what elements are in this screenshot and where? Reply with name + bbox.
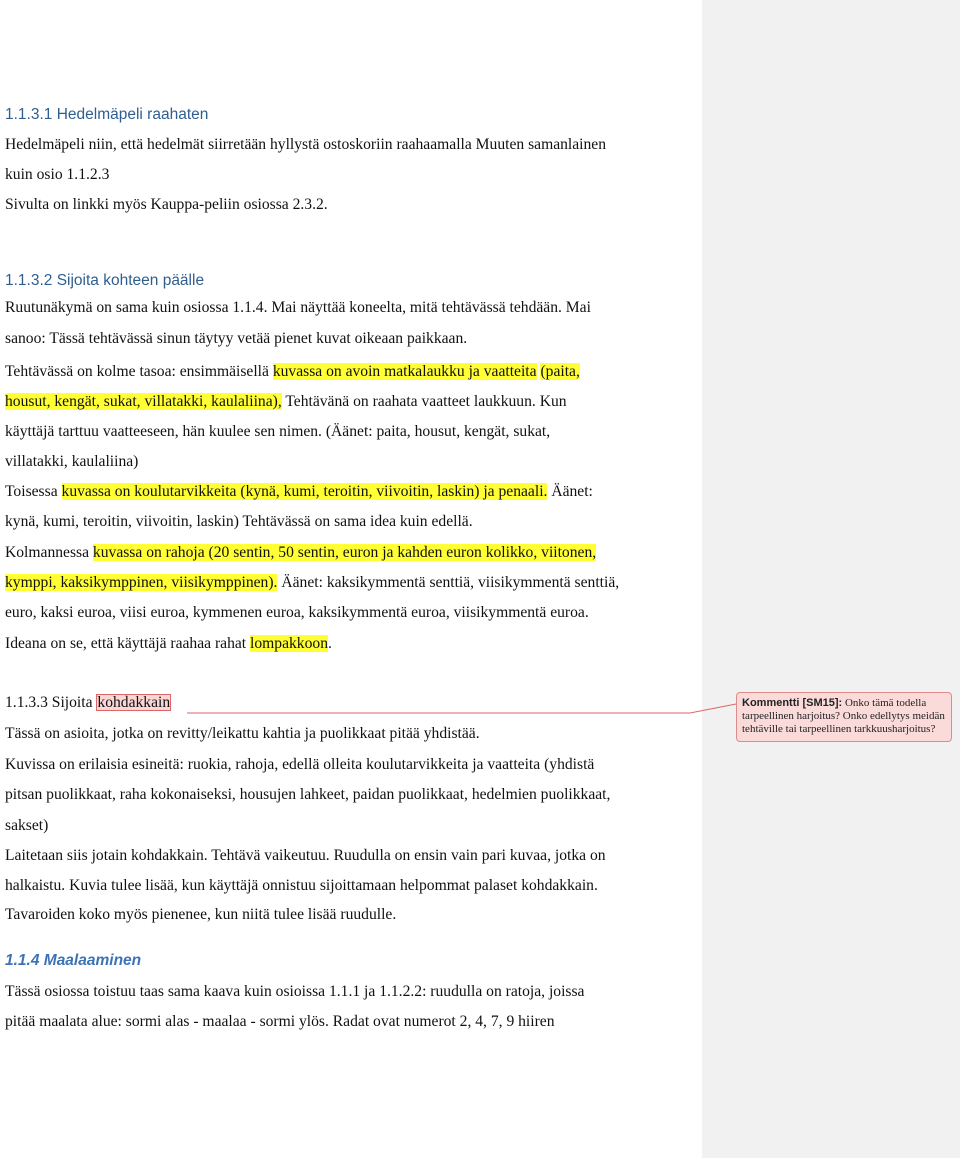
- text-run: Toisessa: [5, 483, 62, 500]
- comment-anchor[interactable]: kohdakkain: [97, 694, 171, 711]
- paragraph-line: [5, 361, 580, 383]
- paragraph-line: Laitetaan siis jotain kohdakkain. Tehtävä vaikeutuu. Ruudulla on ensin vain pari kuvaa, jotka on: [5, 847, 606, 864]
- text-run: Tehtävässä on kolme tasoa: ensimmäisellä: [5, 363, 273, 380]
- highlighted-text: lompakkoon: [250, 635, 328, 652]
- comment-text: Onko tämä todella tarpeellinen harjoitus? Onko edellytys meidän tehtäville tai tarpeellinen tarkkuusharjoitus?: [742, 697, 945, 735]
- paragraph-line: Kuvissa on erilaisia esineitä: ruokia, rahoja, edellä olleita koulutarvikkeita ja vaatteita (yhdistä: [5, 756, 595, 773]
- comment-author: Kommentti [SM15]:: [742, 697, 843, 709]
- paragraph-line: Sivulta on linkki myös Kauppa-peliin osiossa 2.3.2.: [5, 196, 328, 213]
- highlighted-text: housut, kengät, sukat, villatakki, kaulaliina),: [5, 393, 282, 410]
- paragraph-line: [5, 391, 567, 413]
- highlighted-text: kuvassa on avoin matkalaukku ja vaatteita: [272, 363, 537, 380]
- paragraph-line: euro, kaksi euroa, viisi euroa, kymmenen euroa, kaksikymmentä euroa, viisikymmentä euroa.: [5, 604, 589, 621]
- highlighted-text: kuvassa on rahoja (20 sentin, 50 sentin, euron ja kahden euron kolikko, viitonen,: [92, 544, 597, 561]
- paragraph-line: halkaistu. Kuvia tulee lisää, kun käyttäjä onnistuu sijoittamaan helpommat palaset kohdakkain.: [5, 877, 598, 894]
- heading-1133: [5, 692, 171, 714]
- text-run: .: [328, 635, 332, 652]
- highlighted-text: (paita,: [540, 363, 580, 380]
- paragraph-line: villatakki, kaulaliina): [5, 453, 139, 470]
- paragraph-line: [5, 481, 593, 503]
- text-run: Tehtävänä on raahata vaatteet laukkuun. Kun: [281, 393, 567, 410]
- paragraph-line: Tavaroiden koko myös pienenee, kun niitä tulee lisää ruudulle.: [5, 906, 397, 923]
- heading-text: 1.1.3.3 Sijoita: [5, 694, 97, 711]
- paragraph-line: kynä, kumi, teroitin, viivoitin, laskin) Tehtävässä on sama idea kuin edellä.: [5, 513, 473, 530]
- paragraph-line: [5, 542, 596, 564]
- heading-114: 1.1.4 Maalaaminen: [5, 952, 142, 969]
- comment-balloon[interactable]: [736, 692, 952, 742]
- paragraph-line: sakset): [5, 817, 49, 834]
- text-run: Kolmannessa: [5, 544, 93, 561]
- paragraph-line: pitää maalata alue: sormi alas - maalaa - sormi ylös. Radat ovat numerot 2, 4, 7, 9 hiiren: [5, 1013, 555, 1030]
- paragraph-line: pitsan puolikkaat, raha kokonaiseksi, housujen lahkeet, paidan puolikkaat, hedelmien puolikkaat,: [5, 786, 611, 803]
- text-run: Äänet:: [547, 483, 593, 500]
- paragraph-line: [5, 633, 332, 655]
- paragraph-line: Hedelmäpeli niin, että hedelmät siirretään hyllystä ostoskoriin raahaamalla Muuten samanlainen: [5, 136, 607, 153]
- highlighted-text: kymppi, kaksikymppinen, viisikymppinen).: [5, 574, 278, 591]
- paragraph-line: sanoo: Tässä tehtävässä sinun täytyy vetää pienet kuvat oikeaan paikkaan.: [5, 330, 468, 347]
- paragraph-line: Tässä on asioita, jotka on revitty/leikattu kahtia ja puolikkaat pitää yhdistää.: [5, 725, 480, 742]
- text-run: Ideana on se, että käyttäjä raahaa rahat: [5, 635, 251, 652]
- paragraph-line: Ruutunäkymä on sama kuin osiossa 1.1.4. Mai näyttää koneelta, mitä tehtävässä tehdään. Mai: [5, 299, 591, 316]
- paragraph-line: kuin osio 1.1.2.3: [5, 166, 110, 183]
- heading-1132: 1.1.3.2 Sijoita kohteen päälle: [5, 272, 205, 289]
- highlighted-text: kuvassa on koulutarvikkeita (kynä, kumi, teroitin, viivoitin, laskin) ja penaali.: [61, 483, 548, 500]
- heading-1131: 1.1.3.1 Hedelmäpeli raahaten: [5, 106, 209, 123]
- paragraph-line: [5, 572, 619, 594]
- text-run: Äänet: kaksikymmentä senttiä, viisikymmentä senttiä,: [277, 574, 620, 591]
- paragraph-line: Tässä osiossa toistuu taas sama kaava kuin osioissa 1.1.1 ja 1.1.2.2: ruudulla on ratoja, joissa: [5, 983, 585, 1000]
- paragraph-line: käyttäjä tarttuu vaatteeseen, hän kuulee sen nimen. (Äänet: paita, housut, kengät, sukat,: [5, 423, 551, 440]
